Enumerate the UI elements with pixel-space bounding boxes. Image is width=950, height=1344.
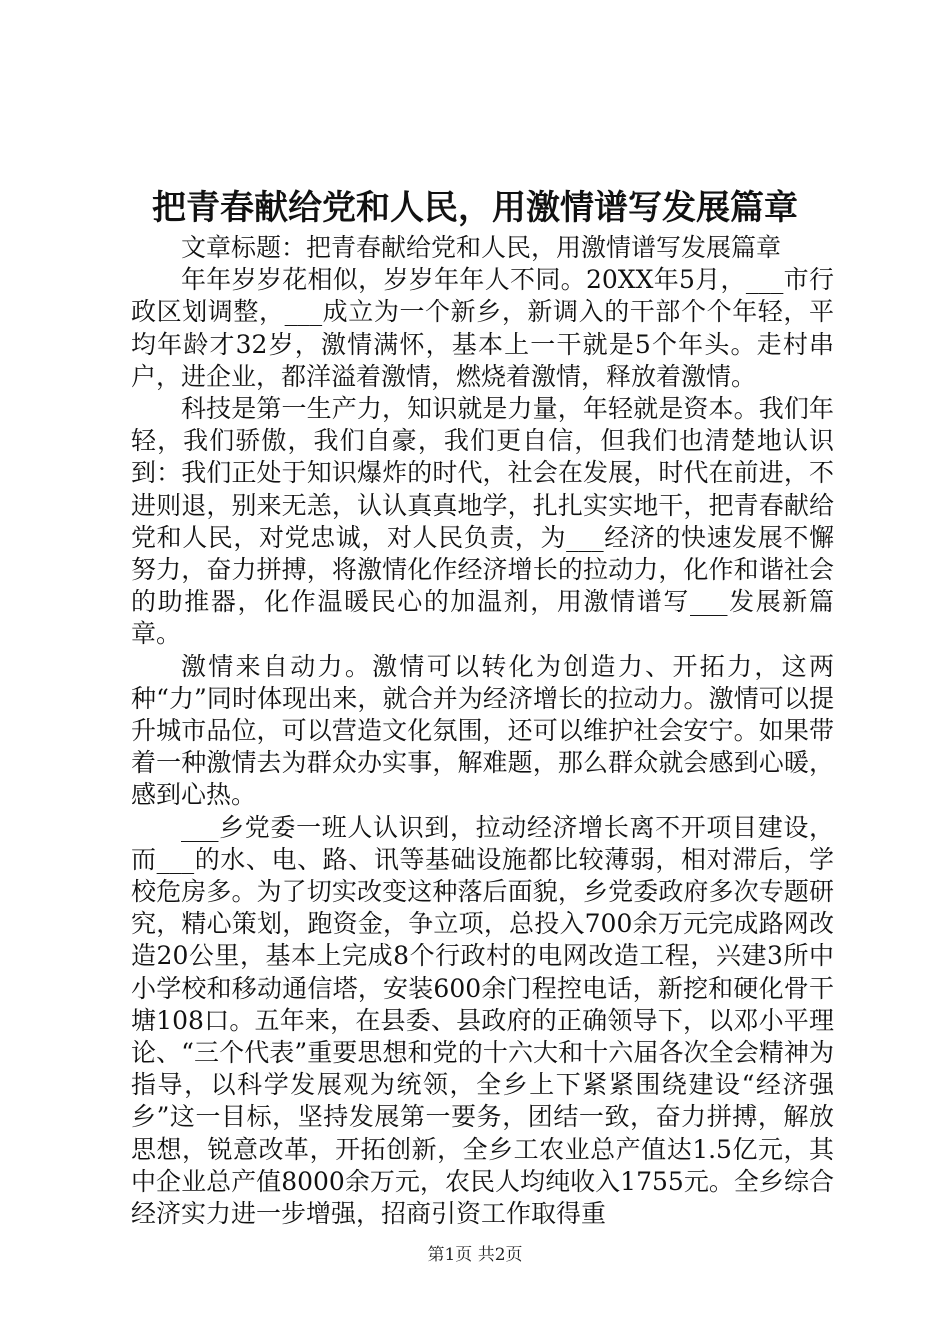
page-number-footer: 第1页 共2页 (427, 1245, 523, 1265)
paragraph-3: 激情来自动力。激情可以转化为创造力、开拓力，这两种“力”同时体现出来，就合并为经济增长的拉动力。激情可以提升城市品位，可以营造文化氛围，还可以维护社会安宁。如果带着一种激情去为群众办实事，解难题，那么群众就会感到心暖，感到心热。 (131, 651, 834, 810)
paragraph-4: ___乡党委一班人认识到，拉动经济增长离不开项目建设，而___的水、电、路、讯等基础设施都比较薄弱，相对滞后，学校危房多。为了切实改变这种落后面貌，乡党委政府多次专题研究，精心策划，跑资金，争立项，总投入700余万元完成路网改造20公里，基本上完成8个行政村的电网改造工程，兴建3所中小学校和移动通信塔，安装600余门程控电话，新挖和硬化骨干塘108口。五年来，在县委、县政府的正确领导下，以邓小平理论、“三个代表”重要思想和党的十六大和十六届各次全会精神为指导，以科学发展观为统领，全乡上下紧紧围绕建设“经济强乡”这一目标，坚持发展第一要务，团结一致，奋力拼搏，解放思想，锐意改革，开拓创新，全乡工农业总产值达1.5亿元，其中企业总产值8000余万元，农民人均纯收入1755元。全乡综合经济实力进一步增强，招商引资工作取得重 (131, 812, 834, 1229)
paragraph-2: 科技是第一生产力，知识就是力量，年轻就是资本。我们年轻，我们骄傲，我们自豪，我们更自信，但我们也清楚地认识到：我们正处于知识爆炸的时代，社会在发展，时代在前进，不进则退，别来无恙，认认真真地学，扎扎实实地干，把青春献给党和人民，对党忠诚，对人民负责，为___经济的快速发展不懈努力，奋力拼搏，将激情化作经济增长的拉动力，化作和谐社会的助推器，化作温暖民心的加温剂，用激情谱写___发展新篇章。 (131, 394, 834, 649)
document-title: 把青春献给党和人民，用激情谱写发展篇章 (152, 188, 798, 228)
document-body (131, 232, 834, 1230)
paragraph-1: 年年岁岁花相似，岁岁年年人不同。20XX年5月，___市行政区划调整，___成立为一个新乡，新调入的干部个个年轻，平均年龄才32岁，激情满怀，基本上一干就是5个年头。走村串户，进企业，都洋溢着激情，燃烧着激情，释放着激情。 (131, 265, 834, 391)
paragraph-article-title: 文章标题：把青春献给党和人民，用激情谱写发展篇章 (181, 233, 782, 262)
